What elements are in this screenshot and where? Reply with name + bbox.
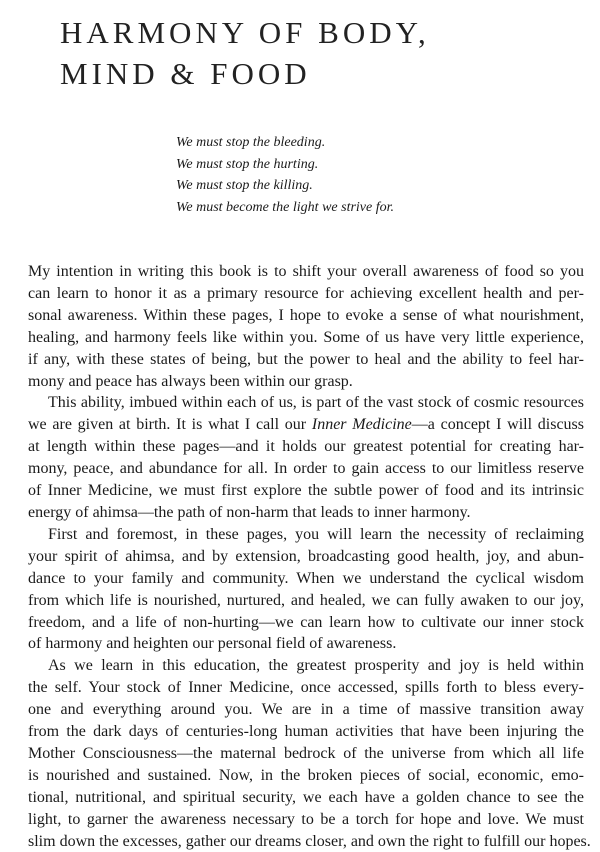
text-line: from the dark days of centuries-long human activities that have been injuring the	[28, 723, 584, 741]
text-line: Mother Consciousness—the maternal bedrock of the universe from which all life	[28, 744, 584, 762]
text-line: As we learn in this education, the greatest prosperity and joy is held within	[48, 657, 584, 675]
text-line: energy of ahimsa—the path of non-harm that leads to inner harmony.	[28, 503, 471, 521]
text-line: freedom, and a life of non-hurting—we can learn how to cultivate our inner stock	[28, 613, 584, 631]
text-line: your spirit of ahimsa, and by extension, broadcasting good health, joy, and abun-	[28, 547, 584, 565]
text-line: from which life is nourished, nurtured, and healed, we can fully awaken to our joy,	[28, 591, 584, 609]
text-line: if any, with these states of being, but the power to heal and the ability to feel har-	[28, 350, 584, 368]
text-line: My intention in writing this book is to shift your overall awareness of food so you	[28, 263, 584, 280]
text-line: can learn to honor it as a primary resource for achieving excellent health and per-	[28, 284, 584, 302]
text-line: slim down the excesses, gather our dreams closer, and own the right to fulfill our hopes.	[28, 832, 591, 850]
text-line: mony and peace has always been within our grasp.	[28, 372, 353, 390]
text-line: one and everything around you. We are in a time of massive transition away	[28, 701, 584, 719]
body-text	[28, 261, 591, 852]
epigraph-line: We must become the light we strive for.	[176, 199, 395, 215]
text-line: tional, nutritional, and spiritual security, we each have a golden chance to see the	[28, 788, 584, 806]
epigraph-line: We must stop the killing.	[176, 178, 313, 193]
epigraph-line: We must stop the bleeding.	[176, 135, 326, 150]
paragraph-2	[28, 392, 584, 523]
text-line: sonal awareness. Within these pages, I hope to evoke a sense of what nourishment,	[28, 306, 584, 324]
text-line: at length within these pages—and it holds our greatest potential for creating har-	[28, 438, 584, 456]
chapter-title-line-2: MIND & FOOD	[60, 56, 311, 91]
text-line: light, to garner the awareness necessary to be a torch for hope and love. We must	[28, 810, 584, 828]
paragraph-3	[28, 524, 584, 655]
emphasized-term: Inner Medicine	[311, 416, 412, 434]
chapter-title-line-1: HARMONY OF BODY,	[60, 15, 430, 50]
epigraph	[176, 132, 536, 218]
text-line: mony, peace, and abundance for all. In order to gain access to our limitless reserve	[28, 460, 584, 478]
paragraph-4	[28, 655, 591, 852]
text-line: This ability, imbued within each of us, is part of the vast stock of cosmic resources	[48, 394, 584, 412]
text-line: the self. Your stock of Inner Medicine, once accessed, spills forth to bless every-	[28, 679, 584, 697]
text-line: of harmony and heighten our personal field of awareness.	[28, 635, 397, 653]
text-line: we are given at birth. It is what I call our Inner Medicine—a concept I will discuss	[28, 416, 585, 434]
text-line: dance to your family and community. When we understand the cyclical wisdom	[28, 569, 584, 587]
text-line: is nourished and sustained. Now, in the broken pieces of social, economic, emo-	[28, 766, 584, 784]
text-line: of Inner Medicine, we must first explore the subtle power of food and its intrinsic	[28, 482, 584, 500]
text-line: First and foremost, in these pages, you will learn the necessity of reclaiming	[48, 525, 584, 543]
epigraph-line: We must stop the hurting.	[176, 156, 319, 172]
chapter-title	[60, 12, 580, 94]
paragraph-1	[28, 261, 584, 392]
text-line: healing, and harmony feels like within you. Some of us have very little experience,	[28, 328, 584, 346]
